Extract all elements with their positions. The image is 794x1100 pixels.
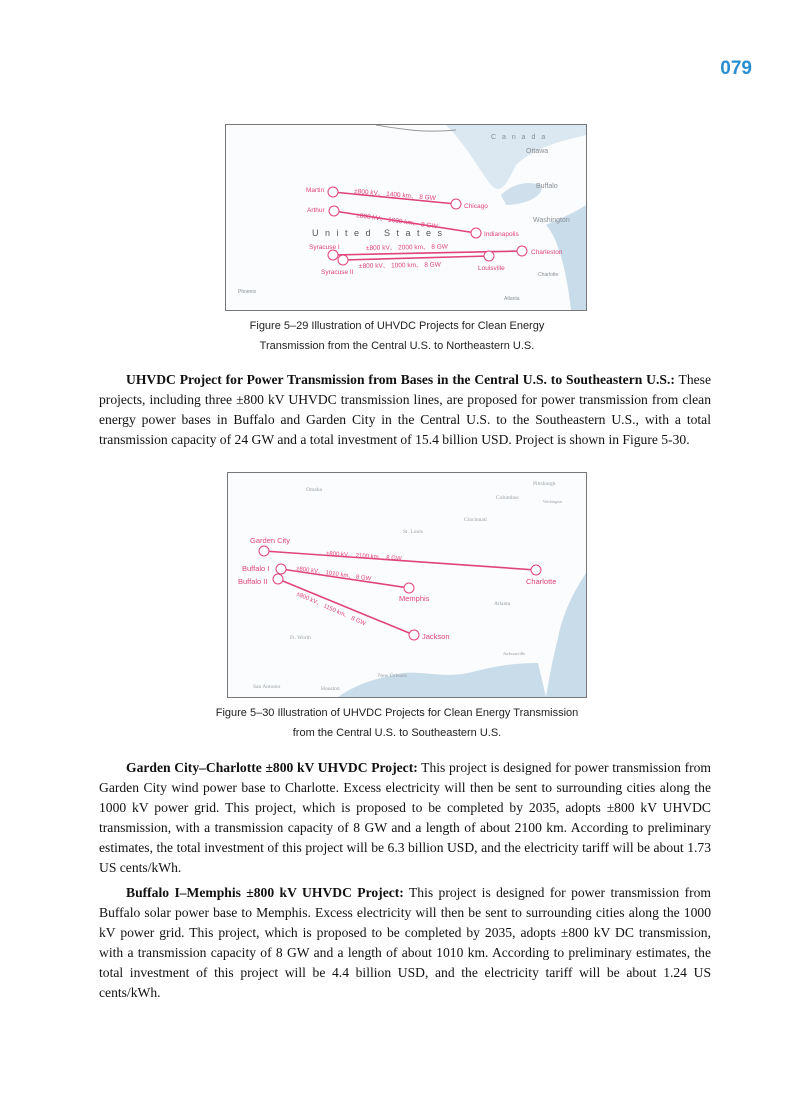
- map-label-states: S t a t e s: [384, 228, 445, 238]
- section-paragraph: [99, 370, 711, 450]
- map-label-washington: Washington: [533, 217, 570, 224]
- line-label-buffalo2-jackson: ±800 kV、 1150 km、 8 GW: [295, 591, 367, 628]
- line-label-arthur-indianapolis: ±800 kV、 1600 km、 8 GW: [355, 212, 438, 231]
- map-label-jacksonville: Jacksonville: [503, 651, 526, 656]
- map-label-united: U n i t e d: [312, 228, 373, 238]
- map-label-new-orleans: New Orleans: [378, 673, 407, 679]
- line-label-martin-chicago: ±800 kV、 1400 km、 8 GW: [353, 188, 437, 203]
- line-label-syracuse1-charleston: ±800 kV、 2000 km、 8 GW: [365, 243, 448, 252]
- line-label-syracuse2-louisville: ±800 kV、 1000 km、 8 GW: [358, 261, 441, 270]
- map-label-charleston: Charleston: [531, 249, 563, 256]
- figure-5-29-caption-1: Figure 5–29 Illustration of UHVDC Projects for Clean Energy: [249, 320, 545, 332]
- map-label-jackson: Jackson: [422, 632, 450, 641]
- figure-5-30-caption-1: Figure 5–30 Illustration of UHVDC Projects for Clean Energy Transmission: [215, 707, 579, 719]
- figure-5-30-map: [227, 472, 587, 698]
- map-label-syracuse-1: Syracuse I: [309, 244, 340, 251]
- map-label-atlanta: Atlanta: [504, 296, 520, 302]
- buffalo-memphis-heading: Buffalo I–Memphis ±800 kV UHVDC Project:: [126, 885, 404, 900]
- map-label-buffalo: Buffalo: [536, 183, 558, 190]
- map-label-martin: Martin: [306, 187, 325, 194]
- map-label-garden-city: Garden City: [250, 536, 291, 545]
- line-label-garden-city-charlotte: ±800 kV、 2100 km、 8 GW: [325, 551, 402, 563]
- garden-city-charlotte-body: This project is designed for power transmission from Garden City wind power base to Charlotte. Excess electricity will then be sent to surrounding cities along the 1000 kV power grid. This project, which is proposed to be completed by 2035, adopts ±800 kV UHVDC transmission, with a transmission capacity of 8 GW and a length of about 2100 km. According to preliminary estimates, the total investment of this project will be 6.3 billion USD, and the electricity tariff will be about 1.73 US cents/kWh.: [99, 760, 711, 875]
- map-label-phoenix: Phoenix: [238, 289, 257, 295]
- buffalo-memphis-paragraph: [99, 883, 711, 1003]
- map-label-arthur: Arthur: [307, 207, 325, 214]
- map-label-charlotte: Charlotte: [538, 272, 559, 278]
- map-label-omaha: Omaha: [306, 487, 322, 493]
- map-label-st-louis: St. Louis: [403, 529, 423, 535]
- figure-5-29-caption-2: Transmission from the Central U.S. to Northeastern U.S.: [259, 340, 535, 352]
- line-label-buffalo1-memphis: ±800 kV、 1010 km、 8 GW: [295, 566, 372, 583]
- garden-city-charlotte-heading: Garden City–Charlotte ±800 kV UHVDC Project:: [126, 760, 418, 775]
- map-label-houston: Houston: [321, 686, 340, 692]
- map-label-syracuse-2: Syracuse II: [321, 269, 354, 276]
- map-label-ft-worth: Ft. Worth: [290, 635, 311, 641]
- section-body: These projects, including three ±800 kV UHVDC transmission lines, are proposed for power transmission from clean energy power bases in Buffalo and Garden City in the Central U.S. to the Southeastern U.S., with a total transmission capacity of 24 GW and a total investment of 15.4 billion USD. Project is shown in Figure 5-30.: [99, 372, 711, 447]
- map-label-washington: Washington: [543, 499, 563, 504]
- map-label-ottawa: Ottawa: [526, 148, 549, 155]
- map-label-canada: C a n a d a: [491, 134, 548, 141]
- map-label-atlanta: Atlanta: [494, 601, 511, 607]
- map-label-chicago: Chicago: [464, 203, 488, 210]
- map-label-san-antonio: San Antonio: [253, 684, 281, 690]
- map-label-memphis: Memphis: [399, 594, 430, 603]
- page-number: 079: [720, 58, 752, 79]
- map-label-louisville: Louisville: [478, 265, 505, 272]
- map-label-charlotte: Charlotte: [526, 577, 557, 586]
- map-label-cincinnati: Cincinnati: [464, 517, 487, 523]
- map-label-indianapolis: Indianapolis: [484, 231, 519, 238]
- map-label-pittsburgh: Pittsburgh: [533, 481, 556, 487]
- figure-5-30-caption-2: from the Central U.S. to Southeastern U.S.: [292, 727, 502, 739]
- figure-5-29-map: [225, 124, 587, 311]
- map-label-buffalo-1: Buffalo I: [242, 564, 270, 573]
- garden-city-charlotte-paragraph: [99, 758, 711, 878]
- map-label-buffalo-2: Buffalo II: [238, 577, 268, 586]
- buffalo-memphis-body: This project is designed for power transmission from Buffalo solar power base to Memphis. Excess electricity will then be sent to surrounding cities along the 1000 kV power grid. This project, which is proposed to be completed by 2035, adopts ±800 kV DC transmission, with a transmission capacity of 8 GW and a length of about 1010 km. According to preliminary estimates, the total investment of this project will be 4.4 billion USD, and the electricity tariff will be about 1.24 US cents/kWh.: [99, 885, 711, 1000]
- section-heading: UHVDC Project for Power Transmission from Bases in the Central U.S. to Southeastern U.S.:: [126, 372, 675, 387]
- map-label-columbus: Columbus: [496, 495, 519, 501]
